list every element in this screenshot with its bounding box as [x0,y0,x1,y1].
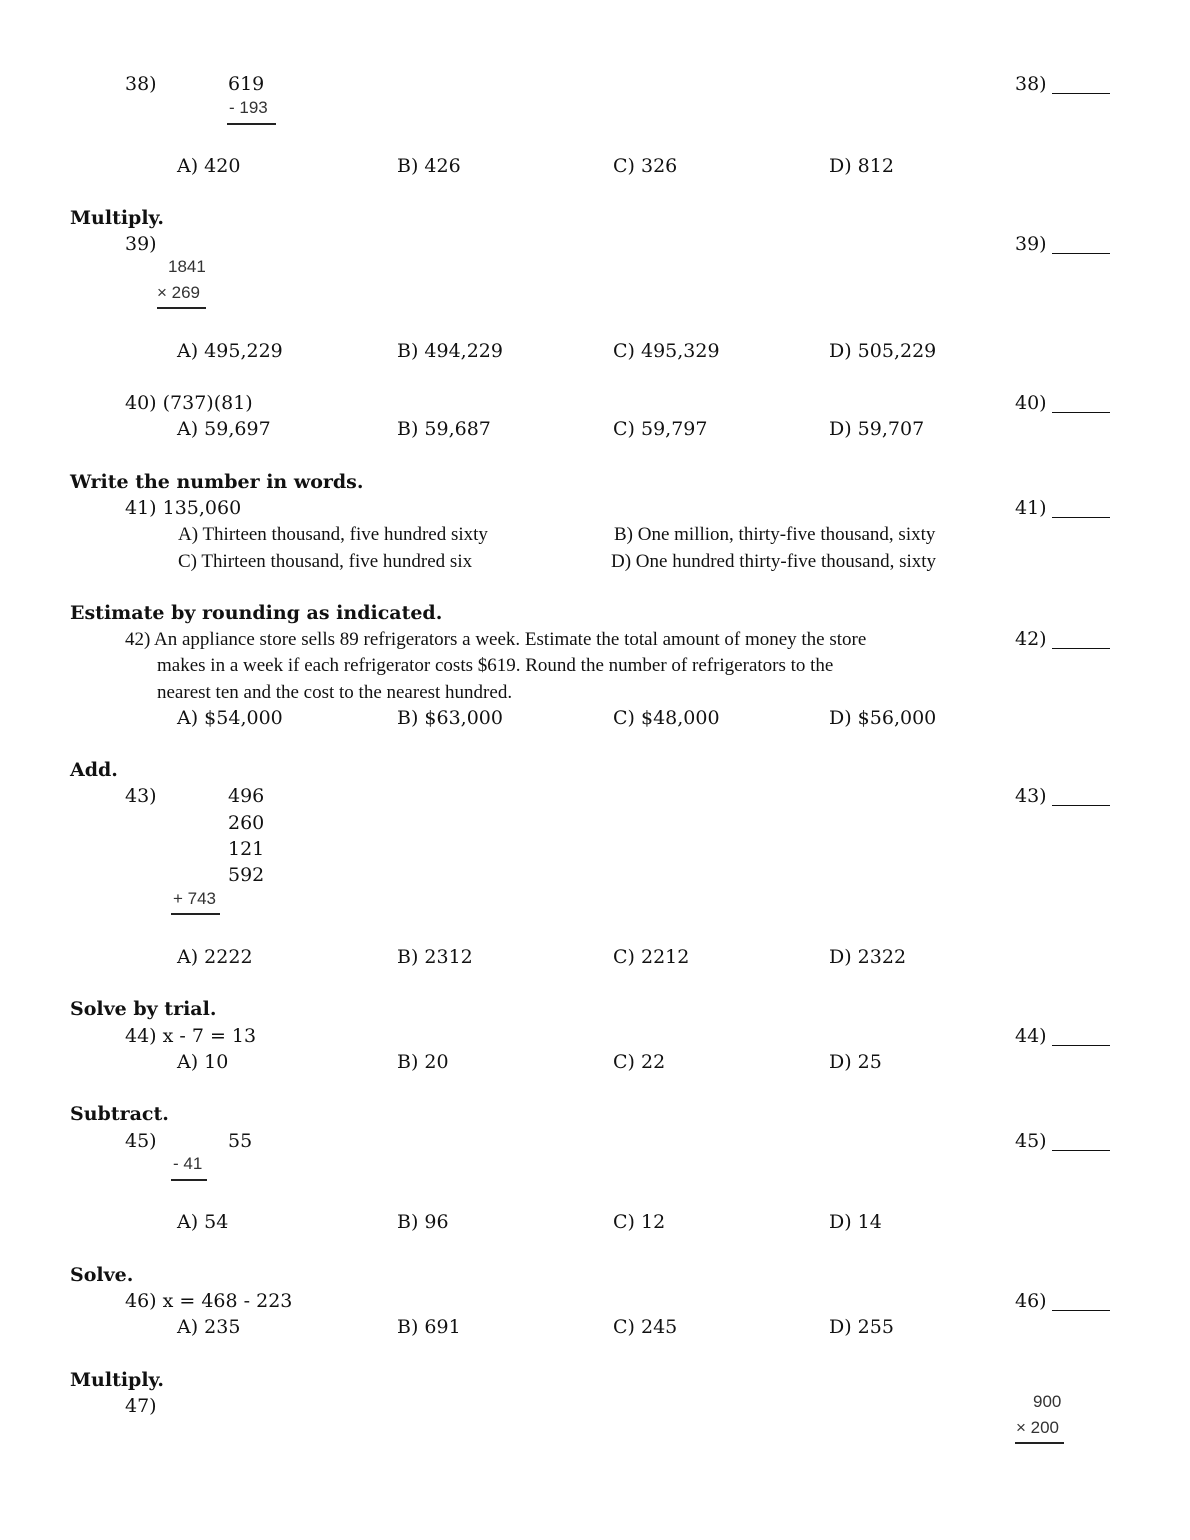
q38-choice-d[interactable]: D) 812 [829,155,894,177]
q46-choice-c[interactable]: C) 245 [613,1316,678,1338]
q43-choice-a[interactable]: A) 2222 [177,946,253,968]
q46-choice-d[interactable]: D) 255 [829,1316,894,1338]
q39-answer-label: 39) [1015,233,1047,255]
q42-answer-blank[interactable] [1052,648,1110,649]
q45-answer-blank[interactable] [1052,1150,1110,1151]
q39-choice-c[interactable]: C) 495,329 [613,340,720,362]
q41-choice-d[interactable]: D) One hundred thirty-five thousand, sixty [611,551,937,572]
q40-choice-a[interactable]: A) 59,697 [177,418,271,440]
q46-choice-b[interactable]: B) 691 [397,1316,461,1338]
q42-prompt-line-3: nearest ten and the cost to the nearest hundred. [157,682,513,703]
q43-addend-5: + 743 [173,889,217,908]
q39-number: 39) [125,233,157,255]
q44-choice-d[interactable]: D) 25 [829,1051,882,1073]
q46-prompt: 46) x = 468 - 223 [125,1290,293,1312]
q45-choice-a[interactable]: A) 54 [177,1211,229,1233]
q38-choice-a[interactable]: A) 420 [177,155,241,177]
q38-choice-c[interactable]: C) 326 [613,155,678,177]
q44-answer-blank[interactable] [1052,1045,1110,1046]
q43-sum-line [171,913,220,915]
q40-choice-c[interactable]: C) 59,797 [613,418,708,440]
q45-choice-b[interactable]: B) 96 [397,1211,449,1233]
q41-answer-blank[interactable] [1052,517,1110,518]
q47-top-operand: 900 [1033,1392,1062,1411]
q47-product-line [1015,1442,1064,1444]
q41-prompt: 41) 135,060 [125,497,242,519]
q45-difference-line [171,1179,207,1181]
q44-prompt: 44) x - 7 = 13 [125,1025,257,1047]
q43-choice-c[interactable]: C) 2212 [613,946,690,968]
q43-answer-label: 43) [1015,785,1047,807]
q38-choice-b[interactable]: B) 426 [397,155,461,177]
q40-prompt: 40) (737)(81) [125,392,253,414]
section-heading-multiply: Multiply. [70,207,165,229]
q45-answer-label: 45) [1015,1130,1047,1152]
q46-answer-label: 46) [1015,1290,1047,1312]
q44-choice-c[interactable]: C) 22 [613,1051,666,1073]
q39-choice-b[interactable]: B) 494,229 [397,340,503,362]
q44-choice-a[interactable]: A) 10 [177,1051,229,1073]
section-heading-trial: Solve by trial. [70,998,217,1020]
q45-choice-d[interactable]: D) 14 [829,1211,882,1233]
q40-choice-d[interactable]: D) 59,707 [829,418,925,440]
q43-addend-4: 592 [228,864,265,886]
q43-addend-1: 496 [228,785,265,807]
q42-choice-d[interactable]: D) $56,000 [829,707,937,729]
section-heading-multiply-2: Multiply. [70,1369,165,1391]
section-heading-estimate: Estimate by rounding as indicated. [70,602,443,624]
q44-choice-b[interactable]: B) 20 [397,1051,449,1073]
q43-number: 43) [125,785,157,807]
q43-choice-d[interactable]: D) 2322 [829,946,907,968]
q40-answer-label: 40) [1015,392,1047,414]
q45-choice-c[interactable]: C) 12 [613,1211,666,1233]
q41-answer-label: 41) [1015,497,1047,519]
section-heading-solve: Solve. [70,1264,134,1286]
q47-bottom-operand: × 200 [1016,1418,1060,1437]
q39-top-operand: 1841 [168,257,206,276]
q39-choice-d[interactable]: D) 505,229 [829,340,937,362]
q38-top-operand: 619 [228,73,265,95]
q40-answer-blank[interactable] [1052,412,1110,413]
q45-number: 45) [125,1130,157,1152]
q43-addend-2: 260 [228,812,265,834]
q39-product-line [157,307,206,309]
q38-answer-label: 38) [1015,73,1047,95]
q44-answer-label: 44) [1015,1025,1047,1047]
section-heading-add: Add. [70,759,118,781]
q38-bottom-operand: - 193 [229,98,268,117]
q45-top-operand: 55 [228,1130,253,1152]
q38-sum-line [227,123,276,125]
q41-choice-b[interactable]: B) One million, thirty-five thousand, sixty [614,524,936,545]
q39-choice-a[interactable]: A) 495,229 [177,340,283,362]
q40-choice-b[interactable]: B) 59,687 [397,418,491,440]
q38-answer-blank[interactable] [1052,93,1110,94]
q42-answer-label: 42) [1015,628,1047,650]
q42-prompt-line-1: 42) An appliance store sells 89 refrigerators a week. Estimate the total amount of money the store [125,629,867,650]
q46-choice-a[interactable]: A) 235 [177,1316,241,1338]
q38-number: 38) [125,73,157,95]
q43-choice-b[interactable]: B) 2312 [397,946,473,968]
q42-choice-a[interactable]: A) $54,000 [177,707,283,729]
q47-number: 47) [125,1395,157,1417]
q42-prompt-line-2: makes in a week if each refrigerator costs $619. Round the number of refrigerators to the [157,655,834,676]
section-heading-words: Write the number in words. [70,471,364,493]
q45-bottom-operand: - 41 [173,1154,203,1173]
q41-choice-c[interactable]: C) Thirteen thousand, five hundred six [178,551,473,572]
q42-choice-c[interactable]: C) $48,000 [613,707,720,729]
q42-choice-b[interactable]: B) $63,000 [397,707,503,729]
q43-addend-3: 121 [228,838,265,860]
q39-bottom-operand: × 269 [157,283,201,302]
section-heading-subtract: Subtract. [70,1103,169,1125]
q43-answer-blank[interactable] [1052,805,1110,806]
q39-answer-blank[interactable] [1052,253,1110,254]
q46-answer-blank[interactable] [1052,1310,1110,1311]
q41-choice-a[interactable]: A) Thirteen thousand, five hundred sixty [178,524,488,545]
